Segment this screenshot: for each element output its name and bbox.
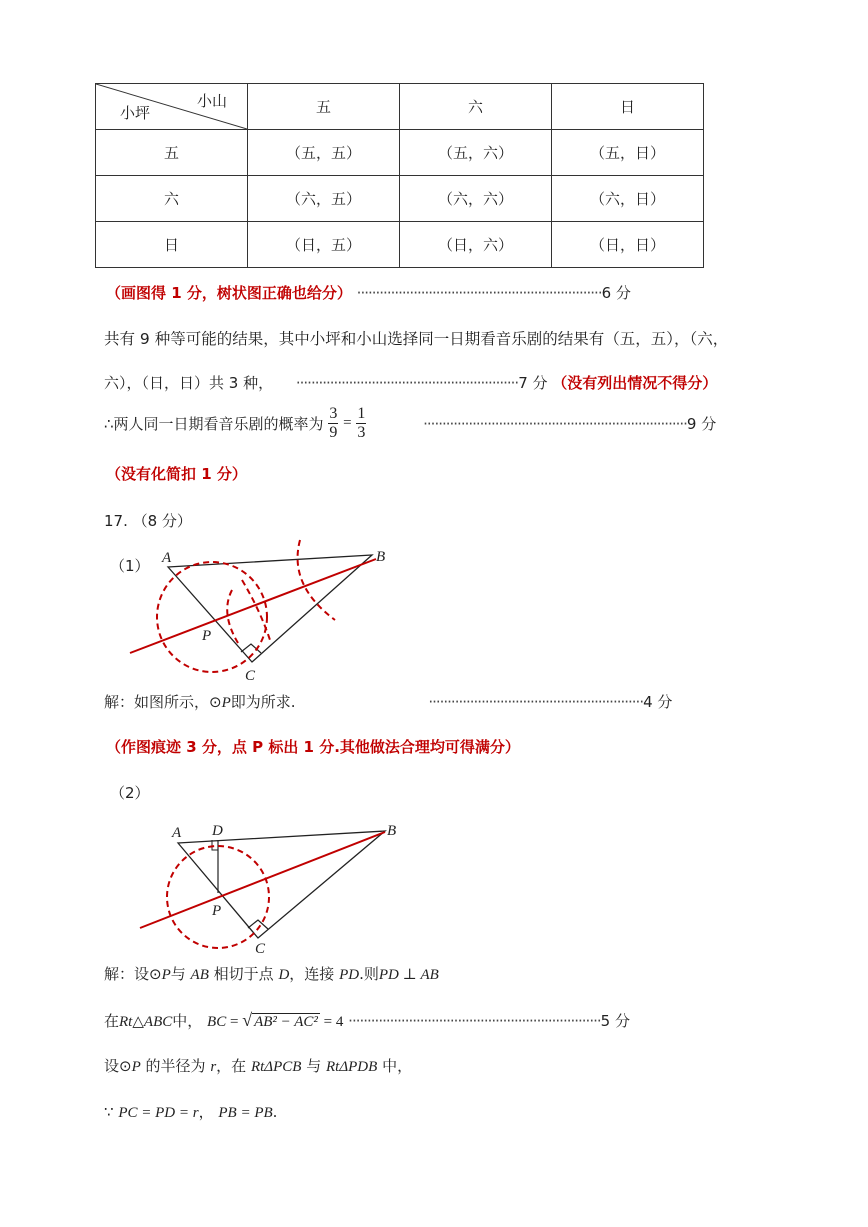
table-row (96, 130, 704, 176)
table-cell: （五，日） (552, 130, 704, 176)
text: 相切于点 (213, 965, 274, 983)
score-5: 5 分 (600, 1012, 630, 1030)
fraction-numerator: 3 (329, 405, 338, 422)
probability-text: ∴两人同一日期看音乐剧的概率为 (104, 415, 324, 433)
text: 与 (170, 965, 186, 983)
point-p: P (221, 695, 231, 711)
grading-note-draw: （画图得 1 分，树状图正确也给分） (106, 284, 352, 302)
text: 中， (382, 1057, 413, 1075)
grading-note-simplify: （没有化简扣 1 分） (106, 465, 247, 483)
equals-sign: = (343, 415, 352, 431)
solution-2-line-3 (104, 1055, 412, 1076)
part-2-label: （2） (110, 784, 150, 802)
row-header: 日 (96, 222, 248, 268)
table-cell: （日，六） (400, 222, 552, 268)
text: 的半径为 (145, 1057, 206, 1075)
results-line-2-text: 六），（日，日）共 3 种， (104, 374, 274, 392)
text: 在 (104, 1012, 120, 1030)
table-cell: （五，六） (400, 130, 552, 176)
text: ，连接 (289, 965, 335, 983)
point-p: P (161, 967, 171, 983)
solution-1-text: 解：如图所示，⊙ (104, 693, 222, 711)
table-cell: （日，五） (248, 222, 400, 268)
solution-1-line (104, 691, 672, 712)
score-6: 6 分 (601, 284, 631, 302)
label-b: B (387, 823, 397, 839)
corner-bottom-label: 小坪 (120, 104, 151, 122)
score-9: 9 分 (686, 415, 717, 433)
segment-pd: PD (339, 967, 360, 983)
segment-ab: AB (190, 967, 209, 983)
corner-top-label: 小山 (196, 92, 227, 110)
col-header: 日 (552, 84, 704, 130)
fraction-3-9 (328, 405, 338, 442)
label-p: P (202, 628, 212, 644)
text: 设⊙ (104, 1057, 132, 1075)
solution-2-line-2 (104, 1010, 630, 1031)
part-1-label: （1） (110, 557, 150, 575)
segment-bc: BC (207, 1014, 227, 1030)
table-corner-cell (96, 84, 248, 130)
table-cell: （六，五） (248, 176, 400, 222)
point-d: D (278, 967, 290, 983)
results-line-1: 共有 9 种等可能的结果，其中小坪和小山选择同一日期看音乐剧的结果有（五，五），（六， (104, 330, 729, 348)
solution-1-end: 即为所求. (230, 693, 296, 711)
table-cell: （日，日） (552, 222, 704, 268)
label-a: A (162, 550, 172, 566)
equals-sign: = (226, 1014, 243, 1030)
figure-1-construction (120, 535, 410, 690)
fraction-1-3 (356, 405, 366, 442)
angle-bisector-line (140, 832, 385, 928)
text: ，在 (216, 1057, 247, 1075)
probability-line (104, 405, 716, 442)
label-b: B (376, 549, 386, 565)
score-7: 7 分 (518, 374, 548, 392)
equation: PC = PD = r (118, 1105, 199, 1121)
table-cell: （六，六） (400, 176, 552, 222)
label-p: P (212, 903, 222, 919)
grading-line-draw (106, 282, 631, 303)
text: .则 (359, 965, 379, 983)
row-header: 五 (96, 130, 248, 176)
score-4: 4 分 (643, 693, 673, 711)
dot-leader: ························································· (428, 693, 644, 711)
text: . (272, 1103, 278, 1121)
result-value: = 4 (319, 1014, 344, 1030)
text: 与 (306, 1057, 322, 1075)
triangle-abc (168, 555, 372, 662)
triangle-pcb: RtΔPCB (250, 1059, 302, 1075)
label-c: C (245, 668, 256, 684)
radius-r: r (210, 1059, 217, 1075)
equation: PB = PB (218, 1105, 273, 1121)
table-row (96, 222, 704, 268)
solution-2-line-1 (104, 963, 439, 984)
table-cell: （六，日） (552, 176, 704, 222)
because-symbol: ∵ (104, 1103, 114, 1121)
fraction-denominator: 3 (357, 424, 366, 441)
sqrt-radicand: AB² − AC² (254, 1014, 318, 1030)
dot-leader: ······································································ (423, 414, 687, 433)
label-d: D (212, 823, 223, 839)
col-header: 六 (400, 84, 552, 130)
triangle-symbol: △ (132, 1012, 144, 1030)
results-line-2 (104, 372, 717, 393)
label-a: A (172, 825, 182, 841)
text: 解：设⊙ (104, 965, 162, 983)
table-row (96, 176, 704, 222)
segment-ab: AB (420, 967, 439, 983)
row-header: 六 (96, 176, 248, 222)
rt-symbol: Rt (119, 1014, 133, 1030)
triangle-pdb: RtΔPDB (326, 1059, 378, 1075)
dot-leader: ··································································· (348, 1012, 601, 1030)
probability-table (95, 83, 704, 268)
dot-leader: ··························································· (295, 374, 519, 392)
text: ， (198, 1103, 214, 1121)
text: 中， (172, 1012, 203, 1030)
solution-2-line-4 (104, 1101, 277, 1122)
fraction-denominator: 9 (329, 424, 338, 441)
question-17-header: 17. （8 分） (104, 512, 192, 530)
table-cell: （五，五） (248, 130, 400, 176)
figure-2-tangent-circle (130, 815, 420, 960)
grading-note-trace: （作图痕迹 3 分，点 P 标出 1 分.其他做法合理均可得满分） (106, 738, 520, 756)
point-p: P (131, 1059, 141, 1075)
segment-pd: PD (378, 967, 399, 983)
dot-leader: ································································· (356, 284, 602, 302)
sqrt-symbol: √ (242, 1010, 253, 1030)
fraction-numerator: 1 (357, 405, 366, 422)
col-header: 五 (248, 84, 400, 130)
perpendicular-symbol: ⊥ (398, 967, 421, 983)
angle-bisector-line (130, 559, 376, 653)
triangle-name: ABC (143, 1014, 173, 1030)
construction-arc (298, 540, 335, 620)
label-c: C (255, 941, 266, 957)
grading-note-no-list: （没有列出情况不得分） (552, 374, 718, 392)
